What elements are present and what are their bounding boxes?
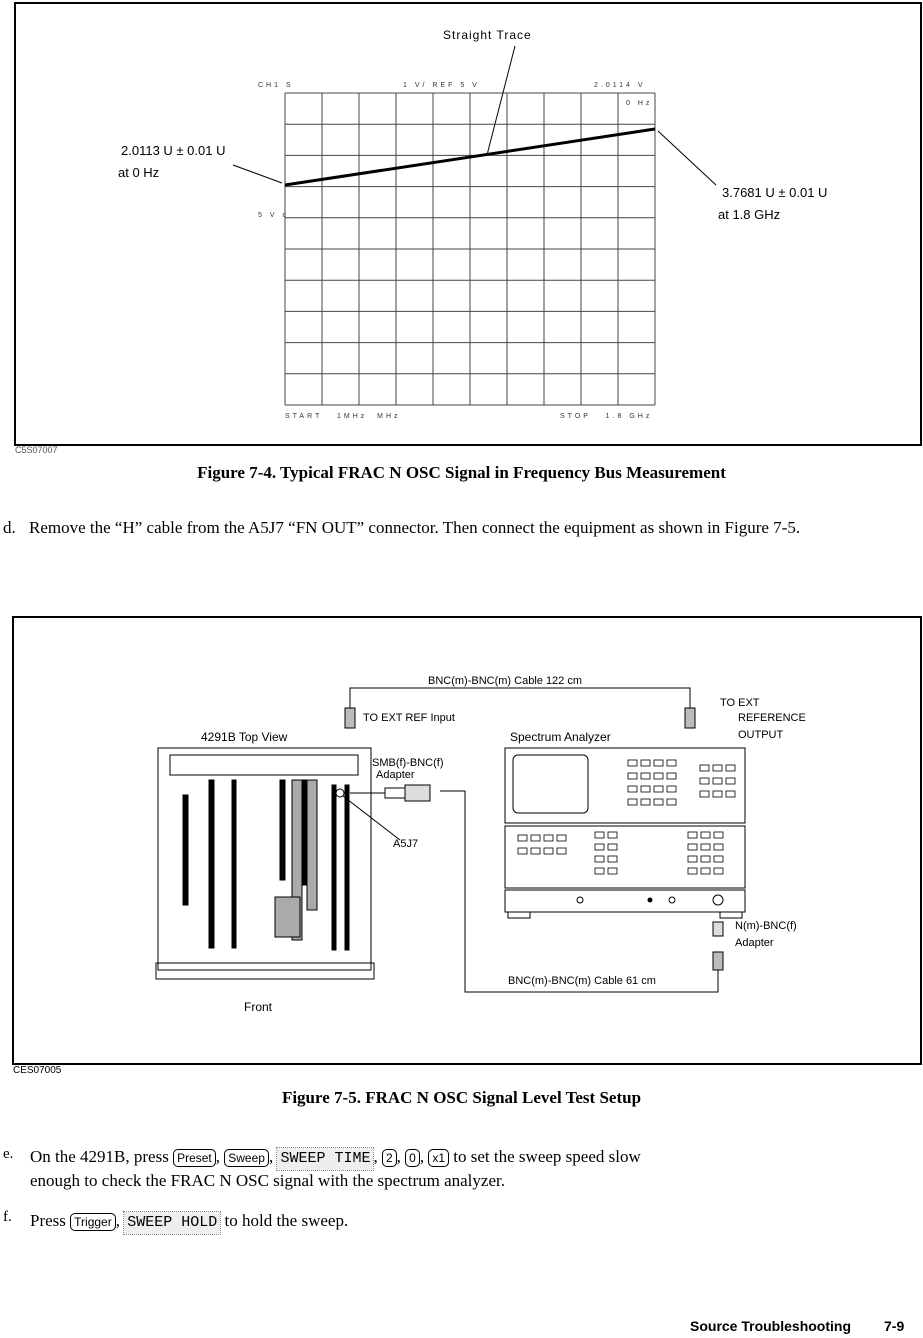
analyzer-button bbox=[701, 832, 710, 838]
section-title: Source Troubleshooting bbox=[690, 1318, 852, 1334]
trace-pointer bbox=[487, 46, 515, 155]
analyzer-button bbox=[726, 778, 735, 784]
analyzer-button bbox=[667, 760, 676, 766]
4291b-top-view bbox=[156, 748, 374, 979]
analyzer-button bbox=[608, 856, 617, 862]
text: to set the sweep speed slow bbox=[453, 1147, 641, 1166]
analyzer-button bbox=[713, 765, 722, 771]
figure-code: C5S07007 bbox=[15, 445, 58, 455]
analyzer-button bbox=[654, 799, 663, 805]
start-label: START 1MHz MHz bbox=[285, 413, 401, 420]
analyzer-button bbox=[641, 773, 650, 779]
key-x1[interactable]: x1 bbox=[428, 1149, 449, 1167]
analyzer-button bbox=[654, 760, 663, 766]
spectrum-analyzer-label: Spectrum Analyzer bbox=[510, 730, 611, 744]
scale-label: 1 V/ REF 5 V bbox=[403, 82, 480, 89]
figure-7-5-caption: Figure 7-5. FRAC N OSC Signal Level Test Setup bbox=[281, 1088, 642, 1107]
analyzer-button bbox=[700, 791, 709, 797]
key-0[interactable]: 0 bbox=[405, 1149, 420, 1167]
bnc-connector-left bbox=[345, 708, 355, 728]
analyzer-button bbox=[557, 848, 566, 854]
sweep-hold-softkey[interactable]: SWEEP HOLD bbox=[124, 1212, 220, 1234]
analyzer-button bbox=[641, 786, 650, 792]
analyzer-button bbox=[595, 832, 604, 838]
step-f-text: Press Trigger , SWEEP HOLD to hold the sweep. bbox=[30, 1210, 348, 1234]
figure-code: CES07005 bbox=[13, 1065, 62, 1076]
analyzer-button bbox=[688, 868, 697, 874]
analyzer-button bbox=[557, 835, 566, 841]
a5j7-label: A5J7 bbox=[393, 838, 419, 850]
stop-value-annotation: 3.7681 U ± 0.01 U bbox=[722, 185, 828, 200]
straight-trace-label: Straight Trace bbox=[443, 28, 532, 42]
analyzer-button bbox=[544, 835, 553, 841]
text: enough to check the FRAC N OSC signal with the spectrum analyzer. bbox=[30, 1171, 505, 1190]
analyzer-button bbox=[688, 844, 697, 850]
to-ext-ref-label: TO EXT REF Input bbox=[363, 712, 455, 724]
analyzer-button bbox=[608, 844, 617, 850]
marker-label: 0 Hz bbox=[626, 100, 653, 107]
ref-label: 5 V c bbox=[258, 212, 289, 219]
analyzer-button bbox=[713, 778, 722, 784]
smb-adapter-label-2: Adapter bbox=[376, 769, 415, 781]
trace-display bbox=[0, 0, 923, 450]
cable-61-label: BNC(m)-BNC(m) Cable 61 cm bbox=[508, 975, 656, 987]
analyzer-button bbox=[688, 856, 697, 862]
analyzer-button bbox=[667, 799, 676, 805]
analyzer-button bbox=[714, 868, 723, 874]
to-ext-label: TO EXT bbox=[720, 697, 760, 709]
value-label: 2.0114 V bbox=[594, 82, 646, 89]
channel-label: CH1 S bbox=[258, 82, 294, 89]
analyzer-button bbox=[700, 778, 709, 784]
analyzer-button bbox=[628, 786, 637, 792]
text: to hold the sweep. bbox=[224, 1211, 349, 1230]
smb-adapter-label: SMB(f)-BNC(f) bbox=[372, 757, 444, 769]
left-arrow bbox=[233, 165, 282, 183]
cable-61cm bbox=[440, 791, 718, 992]
analyzer-button bbox=[628, 799, 637, 805]
figure-7-4-caption: Figure 7-4. Typical FRAC N OSC Signal in Frequency Bus Measurement bbox=[197, 463, 726, 482]
analyzer-button bbox=[628, 760, 637, 766]
reference-label: REFERENCE bbox=[738, 712, 806, 724]
analyzer-button bbox=[531, 835, 540, 841]
analyzer-button bbox=[531, 848, 540, 854]
analyzer-button bbox=[667, 773, 676, 779]
step-e-letter: e. bbox=[3, 1146, 14, 1162]
text: On the 4291B, press bbox=[30, 1147, 169, 1166]
analyzer-button bbox=[608, 868, 617, 874]
analyzer-button bbox=[701, 844, 710, 850]
preset-key[interactable]: Preset bbox=[173, 1149, 216, 1167]
page-number: 7-9 bbox=[884, 1318, 905, 1334]
text: Press bbox=[30, 1211, 66, 1230]
analyzer-button bbox=[700, 765, 709, 771]
n-adapter-label-2: Adapter bbox=[735, 937, 774, 949]
analyzer-button bbox=[667, 786, 676, 792]
top-view-label: 4291B Top View bbox=[201, 730, 288, 744]
analyzer-button bbox=[595, 868, 604, 874]
cable-122-label: BNC(m)-BNC(m) Cable 122 cm bbox=[428, 675, 583, 687]
cable-122cm bbox=[350, 688, 690, 708]
analyzer-button bbox=[713, 791, 722, 797]
analyzer-button bbox=[654, 773, 663, 779]
analyzer-button bbox=[518, 848, 527, 854]
start-freq-annotation: at 0 Hz bbox=[118, 165, 160, 180]
analyzer-button bbox=[518, 835, 527, 841]
stop-label: STOP 1.8 GHz bbox=[560, 413, 653, 420]
analyzer-button bbox=[628, 773, 637, 779]
trigger-key[interactable]: Trigger bbox=[70, 1213, 116, 1231]
right-arrow bbox=[658, 131, 716, 185]
analyzer-button bbox=[701, 868, 710, 874]
spectrum-analyzer bbox=[505, 748, 745, 918]
sweep-key[interactable]: Sweep bbox=[224, 1149, 269, 1167]
analyzer-button bbox=[641, 760, 650, 766]
start-value-annotation: 2.0113 U ± 0.01 U bbox=[121, 143, 226, 158]
test-setup-diagram bbox=[0, 600, 923, 1020]
step-f-letter: f. bbox=[3, 1209, 12, 1225]
analyzer-button bbox=[726, 765, 735, 771]
output-label: OUTPUT bbox=[738, 729, 784, 741]
stop-freq-annotation: at 1.8 GHz bbox=[718, 207, 781, 222]
analyzer-button bbox=[714, 844, 723, 850]
analyzer-button bbox=[595, 856, 604, 862]
analyzer-button bbox=[688, 832, 697, 838]
analyzer-button bbox=[714, 856, 723, 862]
step-d-letter: d. bbox=[3, 518, 16, 537]
analyzer-button bbox=[608, 832, 617, 838]
analyzer-button bbox=[701, 856, 710, 862]
key-2[interactable]: 2 bbox=[382, 1149, 397, 1167]
sweep-time-softkey[interactable]: SWEEP TIME bbox=[277, 1148, 373, 1170]
analyzer-button bbox=[714, 832, 723, 838]
n-adapter-label: N(m)-BNC(f) bbox=[735, 920, 797, 932]
analyzer-button bbox=[544, 848, 553, 854]
analyzer-button bbox=[726, 791, 735, 797]
step-e-text: On the 4291B, press Preset , Sweep , SWEEP TIME , 2 , 0 , x1 to set the sweep speed slow enough to check the FRAC N OSC signal with the spectrum analyzer. bbox=[30, 1147, 641, 1190]
bnc-connector-right bbox=[685, 708, 695, 728]
front-label: Front bbox=[244, 1000, 273, 1014]
analyzer-button bbox=[641, 799, 650, 805]
analyzer-button bbox=[595, 844, 604, 850]
step-d-text: Remove the “H” cable from the A5J7 “FN OUT” connector. Then connect the equipment as shown in Figure 7-5. bbox=[29, 518, 801, 537]
analyzer-button bbox=[654, 786, 663, 792]
